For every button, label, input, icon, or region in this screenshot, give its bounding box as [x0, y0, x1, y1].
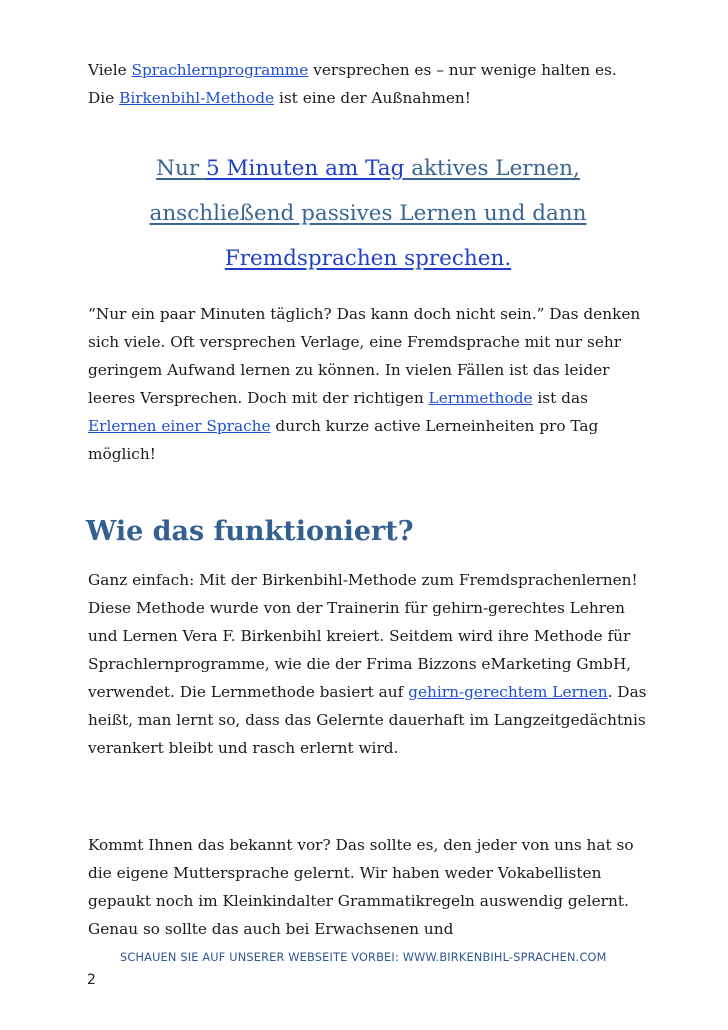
headline-text: Nur	[156, 156, 206, 181]
paragraph-text: Ganz einfach: Mit der Birkenbihl-Methode zum Fremdsprachenlernen! Diese Methode wurde von der Trainerin für gehirn-gerechtes Lehren und Lernen Vera F. Birkenbihl kreiert. Seitdem wird ihre Methode für Sprachlernprogramme, wie die der Frima Bizzons eMarketing GmbH, verwendet. Die Lernmethode basiert auf	[88, 571, 638, 701]
paragraph-2	[88, 566, 648, 762]
paragraph-3: Kommt Ihnen das bekannt vor? Das sollte es, den jeder von uns hat so die eigene Muttersprache gelernt. Wir haben weder Vokabellisten gepaukt noch im Kleinkindalter Grammatikregeln auswendig gelernt. Genau so sollte das auch bei Erwachsenen und	[88, 836, 634, 938]
paragraph-text: . Das heißt, man lernt so, dass das Gelernte dauerhaft im Langzeitgedächtnis verankert bleibt und rasch erlernt wird.	[88, 683, 647, 757]
headline-line-3: Fremdsprachen sprechen.	[224, 246, 512, 271]
page-number: 2	[87, 972, 96, 988]
page-footer: SCHAUEN SIE AUF UNSERER WEBSEITE VORBEI: WWW.BIRKENBIHL-SPRACHEN.COM	[120, 951, 607, 964]
headline-highlight: 5 Minuten am Tag	[205, 156, 405, 181]
link-gehirn-gerechtem-lernen[interactable]: gehirn-gerechtem Lernen	[408, 683, 608, 701]
link-lernmethode[interactable]: Lernmethode	[428, 389, 533, 407]
headline-link[interactable]	[88, 146, 648, 281]
intro-text: ist eine der Außnahmen!	[274, 89, 471, 107]
section-heading: Wie das funktioniert?	[86, 516, 414, 547]
link-erlernen-einer-sprache[interactable]: Erlernen einer Sprache	[88, 417, 271, 435]
intro-paragraph	[88, 56, 648, 112]
intro-text: versprechen es – nur wenige halten es.	[308, 61, 617, 79]
intro-text: Viele	[88, 61, 132, 79]
headline-text: aktives Lernen,	[404, 156, 580, 181]
paragraph-text: “Nur ein paar Minuten täglich? Das kann doch nicht sein.” Das denken sich viele. Oft versprechen Verlage, eine Fremdsprache mit nur sehr geringem Aufwand lernen zu können. In vielen Fällen ist das leider leeres Versprechen. Doch mit der richtigen	[88, 305, 641, 407]
paragraph-text: durch kurze active Lerneinheiten pro Tag möglich!	[88, 417, 599, 463]
intro-text: Die	[88, 89, 120, 107]
headline-line-2: anschließend passives Lernen und dann	[149, 201, 587, 226]
link-birkenbihl-methode[interactable]: Birkenbihl-Methode	[119, 89, 275, 107]
paragraph-1	[88, 300, 648, 468]
link-sprachlernprogramme[interactable]: Sprachlernprogramme	[131, 61, 309, 79]
paragraph-text: ist das	[532, 389, 588, 407]
